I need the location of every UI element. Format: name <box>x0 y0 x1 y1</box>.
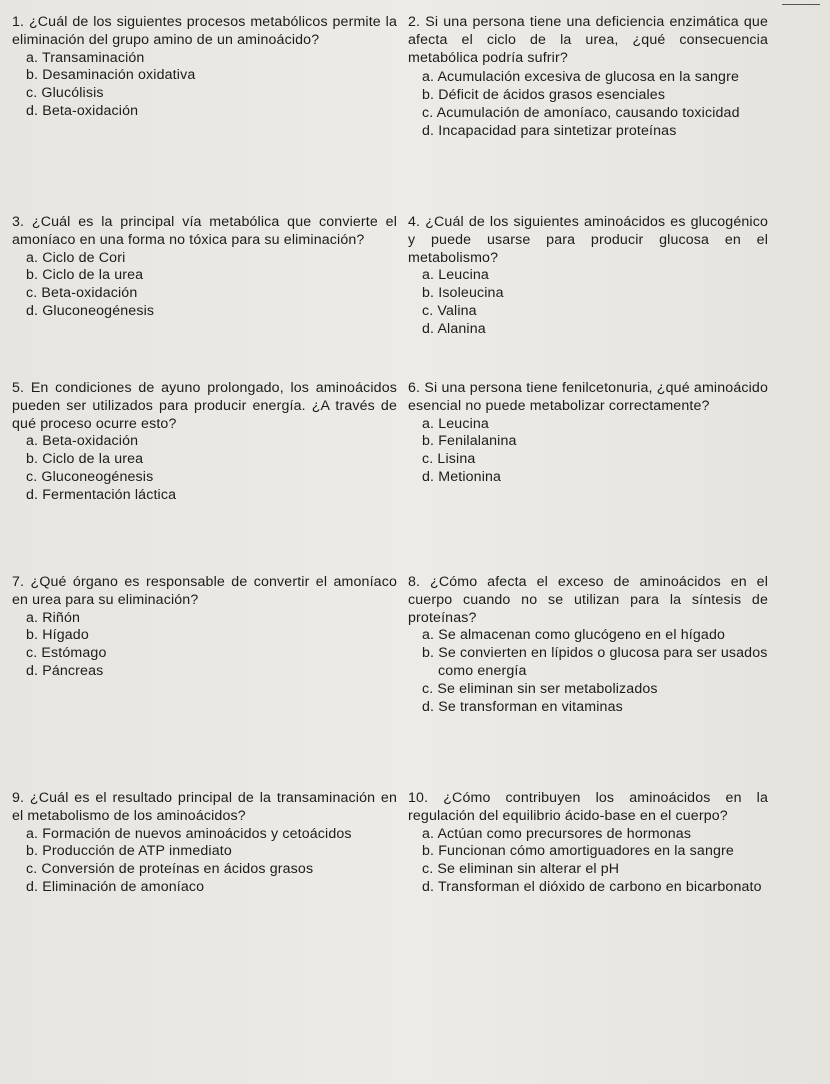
option-d: d. Alanina <box>422 320 486 337</box>
question-4 <box>408 214 768 339</box>
option-c: c. Conversión de proteínas en ácidos grasos <box>26 861 314 878</box>
option-d: d. Fermentación láctica <box>26 486 177 503</box>
option-d: d. Gluconeogénesis <box>26 302 155 319</box>
option-d: d. Beta-oxidación <box>26 102 139 119</box>
question-stem: En condiciones de ayuno prolongado, los aminoácidos pueden ser utilizados para producir energía. ¿A través de qué proceso ocurre esto? <box>12 380 398 432</box>
question-stem: ¿Cuál de los siguientes procesos metabólicos permite la eliminación del grupo amino de un aminoácido? <box>12 14 397 48</box>
option-a: a. Formación de nuevos aminoácidos y cetoácidos <box>26 825 352 842</box>
question-number: 8. <box>408 574 421 590</box>
question-number: 6. <box>408 380 421 396</box>
option-d: d. Eliminación de amoníaco <box>26 878 205 895</box>
option-c: c. Acumulación de amoníaco, causando toxicidad <box>422 104 740 121</box>
question-number: 3. <box>12 214 25 230</box>
question-10 <box>408 790 768 897</box>
option-b: b. Ciclo de la urea <box>26 451 144 468</box>
question-number: 1. <box>12 14 25 30</box>
question-6 <box>408 380 768 487</box>
option-b: b. Producción de ATP inmediato <box>26 843 232 860</box>
question-stem: ¿Cómo afecta el exceso de aminoácidos en el cuerpo cuando no se utilizan para la síntesis de proteínas? <box>408 574 769 626</box>
question-stem: Si una persona tiene fenilcetonuria, ¿qué aminoácido esencial no puede metabolizar correctamente? <box>408 380 768 414</box>
option-a: a. Leucina <box>422 415 489 432</box>
option-c: c. Se eliminan sin alterar el pH <box>422 861 620 878</box>
question-stem: ¿Cuál de los siguientes aminoácidos es glucogénico y puede usarse para producir glucosa en el metabolismo? <box>408 214 768 266</box>
option-a: a. Ciclo de Cori <box>26 249 126 266</box>
question-number: 10. <box>408 790 429 806</box>
option-b: b. Hígado <box>26 627 89 644</box>
option-d: d. Incapacidad para sintetizar proteínas <box>422 122 677 139</box>
question-3 <box>12 214 397 321</box>
option-a: a. Beta-oxidación <box>26 433 139 450</box>
option-a: a. Transaminación <box>26 49 145 66</box>
option-b: b. Desaminación oxidativa <box>26 67 196 84</box>
question-number: 5. <box>12 380 25 396</box>
option-c: c. Lisina <box>422 451 476 468</box>
option-a: a. Se almacenan como glucógeno en el hígado <box>422 627 726 644</box>
option-a: a. Riñón <box>26 609 81 626</box>
option-b: b. Funcionan cómo amortiguadores en la sangre <box>422 843 734 860</box>
question-7 <box>12 574 397 681</box>
option-c: c. Beta-oxidación <box>26 285 138 302</box>
option-c: c. Se eliminan sin ser metabolizados <box>422 680 658 697</box>
option-d: d. Transforman el dióxido de carbono en bicarbonato <box>422 878 762 895</box>
question-number: 2. <box>408 14 421 30</box>
option-b: b. Se convierten en lípidos o glucosa para ser usados como energía <box>422 645 768 679</box>
option-a: a. Acumulación excesiva de glucosa en la sangre <box>422 69 739 86</box>
option-a: a. Leucina <box>422 267 489 284</box>
option-b: b. Déficit de ácidos grasos esenciales <box>422 87 666 104</box>
option-b: b. Fenilalanina <box>422 433 517 450</box>
question-number: 4. <box>408 214 421 230</box>
option-b: b. Ciclo de la urea <box>26 267 144 284</box>
question-5 <box>12 380 397 505</box>
question-1 <box>12 14 397 121</box>
question-stem: ¿Cuál es el resultado principal de la transaminación en el metabolismo de los aminoácidos? <box>12 790 398 824</box>
option-c: c. Valina <box>422 302 477 319</box>
question-2 <box>408 14 768 141</box>
option-c: c. Estómago <box>26 645 107 662</box>
option-d: d. Metionina <box>422 468 502 485</box>
question-8 <box>408 574 768 716</box>
question-stem: ¿Cuál es la principal vía metabólica que convierte el amoníaco en una forma no tóxica para su eliminación? <box>12 214 397 248</box>
question-stem: ¿Cómo contribuyen los aminoácidos en la regulación del equilibrio ácido-base en el cuerpo? <box>408 790 769 824</box>
question-number: 7. <box>12 574 25 590</box>
question-stem: ¿Qué órgano es responsable de convertir el amoníaco en urea para su eliminación? <box>12 574 398 608</box>
option-a: a. Actúan como precursores de hormonas <box>422 825 692 842</box>
top-rule <box>782 4 820 5</box>
option-d: d. Páncreas <box>26 662 104 679</box>
option-c: c. Gluconeogénesis <box>26 468 154 485</box>
question-9 <box>12 790 397 897</box>
option-b: b. Isoleucina <box>422 285 504 302</box>
option-c: c. Glucólisis <box>26 85 104 102</box>
question-number: 9. <box>12 790 25 806</box>
question-stem: Si una persona tiene una deficiencia enzimática que afecta el ciclo de la urea, ¿qué consecuencia metabólica podría sufrir? <box>408 14 768 66</box>
option-d: d. Se transforman en vitaminas <box>422 698 623 715</box>
